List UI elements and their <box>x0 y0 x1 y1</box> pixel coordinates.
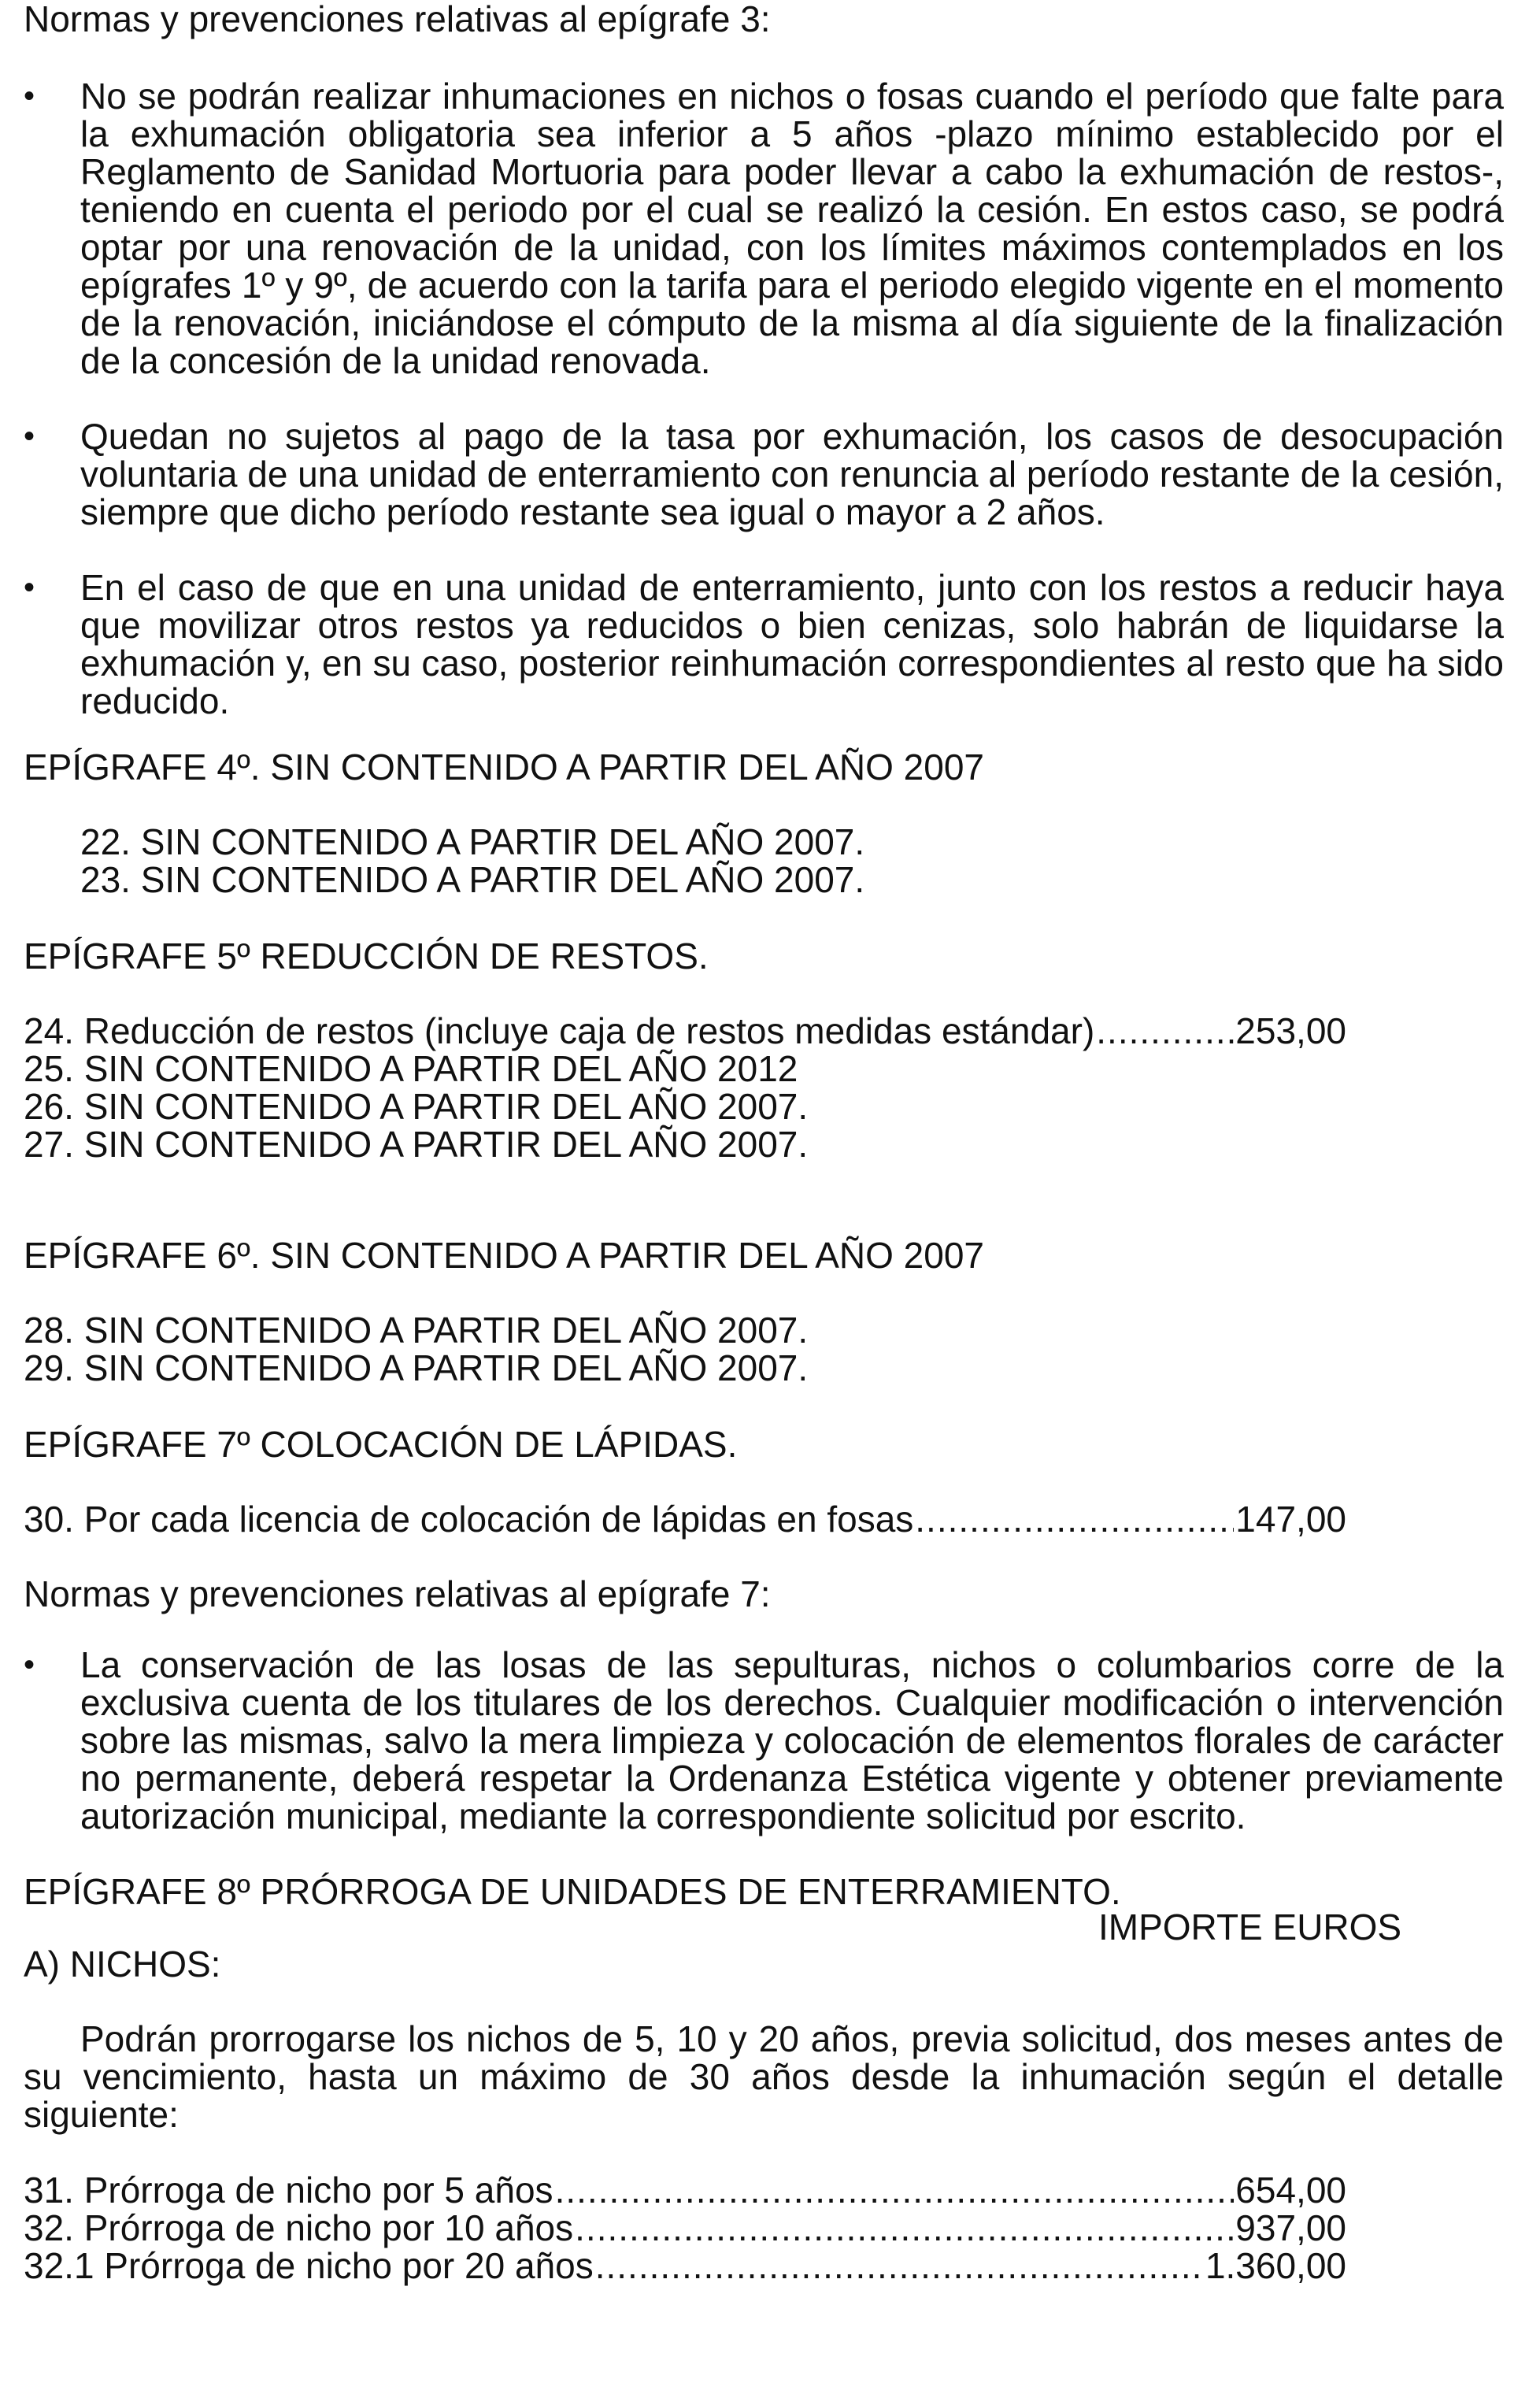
list-item: 28. SIN CONTENIDO A PARTIR DEL AÑO 2007. <box>24 1310 809 1351</box>
bullet-icon: • <box>24 1647 35 1682</box>
tariff-row-24 <box>24 1012 1346 1050</box>
bullet-icon: • <box>24 79 35 113</box>
bullet-item <box>24 1646 1504 1835</box>
epigrafe-8-heading: EPÍGRAFE 8º PRÓRROGA DE UNIDADES DE ENTERRAMIENTO. <box>24 1871 1121 1912</box>
tariff-value: 1.360,00 <box>1205 2245 1346 2286</box>
tariff-value: 937,00 <box>1235 2207 1346 2248</box>
epigrafe-6-heading: EPÍGRAFE 6º. SIN CONTENIDO A PARTIR DEL AÑO 2007 <box>24 1235 984 1276</box>
tariff-label: 32. Prórroga de nicho por 10 años <box>24 2207 574 2248</box>
tariff-label: 32.1 Prórroga de nicho por 20 años <box>24 2245 594 2286</box>
importe-euros-label: IMPORTE EUROS <box>1098 1907 1402 1947</box>
tariff-row-31 <box>24 2171 1346 2209</box>
list-item: 27. SIN CONTENIDO A PARTIR DEL AÑO 2007. <box>24 1124 809 1165</box>
normas-epigrafe-3-heading: Normas y prevenciones relativas al epígrafe 3: <box>24 0 771 39</box>
bullet-text: Quedan no sujetos al pago de la tasa por exhumación, los casos de desocupación voluntaria de una unidad de enterramiento con renuncia al período restante de la cesión, siempre que dicho período restante sea igual o mayor a 2 años. <box>80 416 1504 532</box>
tariff-row-32 <box>24 2209 1346 2247</box>
list-item: 29. SIN CONTENIDO A PARTIR DEL AÑO 2007. <box>24 1347 809 1388</box>
epigrafe-5-heading: EPÍGRAFE 5º REDUCCIÓN DE RESTOS. <box>24 936 709 976</box>
nichos-label: A) NICHOS: <box>24 1944 221 1984</box>
list-item: 25. SIN CONTENIDO A PARTIR DEL AÑO 2012 <box>24 1048 798 1089</box>
epigrafe-4-heading: EPÍGRAFE 4º. SIN CONTENIDO A PARTIR DEL AÑO 2007 <box>24 747 984 788</box>
tariff-label: 30. Por cada licencia de colocación de lápidas en fosas <box>24 1499 914 1540</box>
tariff-value: 147,00 <box>1235 1499 1346 1540</box>
dot-leader <box>595 2247 1204 2285</box>
tariff-value: 253,00 <box>1235 1010 1346 1051</box>
nichos-paragraph: Podrán prorrogarse los nichos de 5, 10 y 20 años, previa solicitud, dos meses antes de su vencimiento, hasta un máximo de 30 años desde la inhumación según el detalle siguiente: <box>24 2018 1504 2135</box>
list-item: 23. SIN CONTENIDO A PARTIR DEL AÑO 2007. <box>80 859 865 900</box>
dot-leader <box>575 2209 1234 2247</box>
dot-leader <box>1096 1012 1234 1050</box>
bullet-item <box>24 77 1504 380</box>
list-item: 22. SIN CONTENIDO A PARTIR DEL AÑO 2007. <box>80 821 865 862</box>
tariff-value: 654,00 <box>1235 2170 1346 2211</box>
tariff-row-32-1 <box>24 2247 1346 2285</box>
bullet-text: No se podrán realizar inhumaciones en nichos o fosas cuando el período que falte para la exhumación obligatoria sea inferior a 5 años -plazo mínimo establecido por el Reglamento de Sanidad Mortuoria para poder llevar a cabo la exhumación de restos-, teniendo en cuenta el periodo por el cual se realizó la cesión. En estos caso, se podrá optar por una renovación de la unidad, con los límites máximos contemplados en los epígrafes 1º y 9º, de acuerdo con la tarifa para el periodo elegido vigente en el momento de la renovación, iniciándose el cómputo de la misma al día siguiente de la finalización de la concesión de la unidad renovada. <box>80 76 1504 381</box>
tariff-label: 31. Prórroga de nicho por 5 años <box>24 2170 553 2211</box>
epigrafe-7-heading: EPÍGRAFE 7º COLOCACIÓN DE LÁPIDAS. <box>24 1424 738 1465</box>
dot-leader <box>915 1500 1234 1538</box>
normas-epigrafe-7-heading: Normas y prevenciones relativas al epígrafe 7: <box>24 1573 771 1614</box>
tariff-row-30 <box>24 1500 1346 1538</box>
tariff-label: 24. Reducción de restos (incluye caja de restos medidas estándar) <box>24 1010 1095 1051</box>
list-item: 26. SIN CONTENIDO A PARTIR DEL AÑO 2007. <box>24 1086 809 1127</box>
bullet-icon: • <box>24 570 35 605</box>
bullet-item <box>24 417 1504 531</box>
bullet-text: La conservación de las losas de las sepulturas, nichos o columbarios corre de la exclusiva cuenta de los titulares de los derechos. Cualquier modificación o intervención sobre las mismas, salvo la mera limpieza y colocación de elementos florales de carácter no permanente, deberá respetar la Ordenanza Estética vigente y obtener previamente autorización municipal, mediante la correspondiente solicitud por escrito. <box>80 1644 1504 1836</box>
dot-leader <box>555 2171 1235 2209</box>
bullet-text: En el caso de que en una unidad de enterramiento, junto con los restos a reducir haya que movilizar otros restos ya reducidos o bien cenizas, solo habrán de liquidarse la exhumación y, en su caso, posterior reinhumación correspondientes al resto que ha sido reducido. <box>80 567 1504 721</box>
bullet-item <box>24 569 1504 720</box>
bullet-icon: • <box>24 419 35 454</box>
